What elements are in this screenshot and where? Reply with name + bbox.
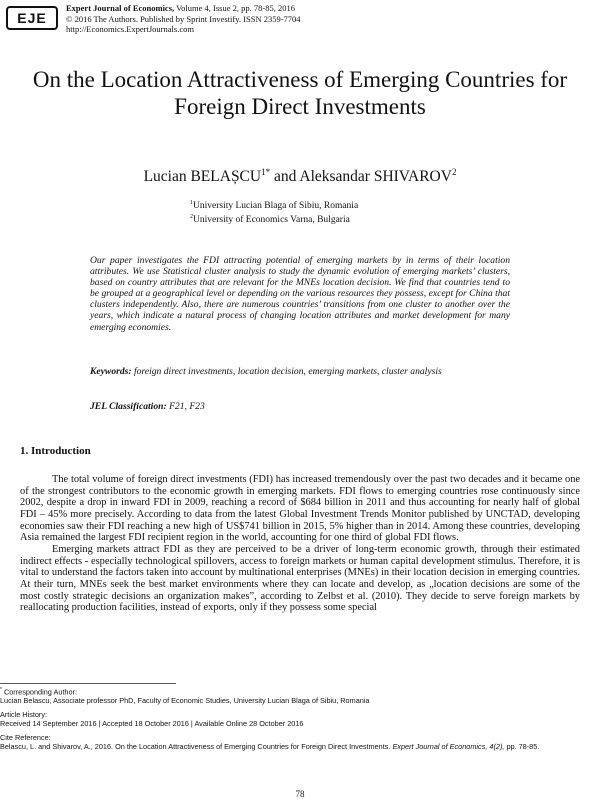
keywords-text: foreign direct investments, location decision, emerging markets, cluster analysis: [131, 366, 442, 377]
author-line: [20, 167, 580, 186]
affiliation-2-text: University of Economics Varna, Bulgaria: [193, 215, 350, 226]
cite-pages: pp. 78-85.: [504, 742, 540, 752]
author-conjunction: and: [270, 168, 300, 186]
history-label: Article History:: [0, 710, 48, 720]
cite-label: Cite Reference:: [0, 733, 51, 743]
author-first-affil-mark: 1*: [261, 167, 271, 177]
corresponding-author-note: [0, 686, 595, 705]
cite-body: [0, 742, 595, 751]
paper-title: On the Location Attractiveness of Emerging Countries for Foreign Direct Investments: [32, 67, 568, 119]
affiliation-2-mark: 2: [190, 214, 193, 221]
cite-reference: [0, 733, 595, 751]
affiliations: [190, 198, 358, 226]
article-history: [0, 710, 595, 728]
journal-name: Expert Journal of Economics,: [66, 3, 175, 13]
affiliation-1: [190, 198, 358, 212]
jel-label: JEL Classification:: [90, 401, 167, 412]
journal-citation-line: [66, 3, 301, 14]
affiliation-1-mark: 1: [190, 200, 193, 206]
copyright-line: © 2016 The Authors. Published by Sprint Investify. ISSN 2359-7704: [66, 13, 301, 24]
body-text: [20, 474, 580, 614]
keywords-label: Keywords:: [90, 366, 132, 377]
journal-url[interactable]: http://Economics.ExpertJournals.com: [66, 24, 194, 34]
affiliation-1-text: University Lucian Blaga of Sibiu, Romania: [193, 201, 359, 212]
cite-text: Belascu, L. and Shivarov, A., 2016. On the Location Attractiveness of Emerging Countries for Foreign Direct Investments.: [0, 742, 391, 752]
abstract: Our paper investigates the FDI attracting potential of emerging markets by in terms of their location attributes. We use Statistical cluster analysis to study the dynamic evolution of emerging markets’ clusters, based on country attributes that are relevant for the MNEs location decision. We find that countries tend to be grouped at a geographical level or depending on the various resources they possess, except for China that clusters independently. Also, there are numerous countries’ transitions from one cluster to another over the years, which indicate a natural process of changing location attributes and market development for many emerging economies.: [90, 255, 510, 333]
author-first: Lucian BELAȘCU: [143, 168, 262, 186]
author-second: Aleksandar SHIVAROV: [299, 168, 452, 186]
page-number: 78: [295, 789, 305, 799]
history-text: Received 14 September 2016 | Accepted 18 October 2016 | Available Online 28 October 2016: [0, 719, 304, 729]
section-heading: 1. Introduction: [20, 445, 91, 457]
footnote-divider: [0, 683, 176, 684]
corresponding-label: Corresponding Author:: [1, 687, 77, 697]
jel-classification: [90, 401, 510, 412]
footnotes: [0, 686, 595, 756]
keywords: [90, 366, 510, 377]
author-second-affil-mark: 2: [451, 167, 457, 177]
cite-journal: Expert Journal of Economics, 4(2),: [390, 742, 505, 752]
affiliation-2: [190, 212, 358, 226]
journal-issue: Volume 4, Issue 2, pp. 78-85, 2016: [174, 3, 295, 13]
journal-logo: EJE: [6, 6, 58, 30]
paragraph-1: The total volume of foreign direct investments (FDI) has increased tremendously over the past two decades and it became one of the strongest contributors to the economic growth in emerging markets. FDI flows to emerging countries rose continuously since 2002, despite a drop in inward FDI in 2009, reaching a record of $684 billion in 2011 and thus accounting for nearly half of global FDI – 45% more precisely. According to data from the latest Global Investment Trends Monitor published by UNCTAD, developing economies saw their FDI reaching a new high of US$741 billion in 2015, 5% higher than in 2014. Among these countries, developing Asia remained the largest FDI recipient region in the world, accounting for one third of global FDI flows.: [20, 474, 580, 544]
journal-header: [66, 3, 301, 35]
jel-codes: F21, F23: [166, 401, 205, 412]
corresponding-text: Lucian Belascu, Associate professor PhD, Faculty of Economic Studies, University Lucian Blaga of Sibiu, Romania: [0, 696, 370, 706]
corresponding-mark: *: [0, 687, 2, 693]
paragraph-2: Emerging markets attract FDI as they are perceived to be a driver of long-term economic growth, through their estimated indirect effects - especially technological spillovers, access to foreign markets or human capital development stimulus. Therefore, it is vital to understand the factors taken into account by multinational enterprises (MNEs) in their location decision in emerging countries. At their turn, MNEs seek the best market environments where they can locate and develop, as „location decisions are some of the most costly strategic decisions an organization makes”, according to Zelbst et al. (2010). They decide to serve foreign markets by reallocating production facilities, instead of exports, only if they possess some special: [20, 543, 580, 614]
